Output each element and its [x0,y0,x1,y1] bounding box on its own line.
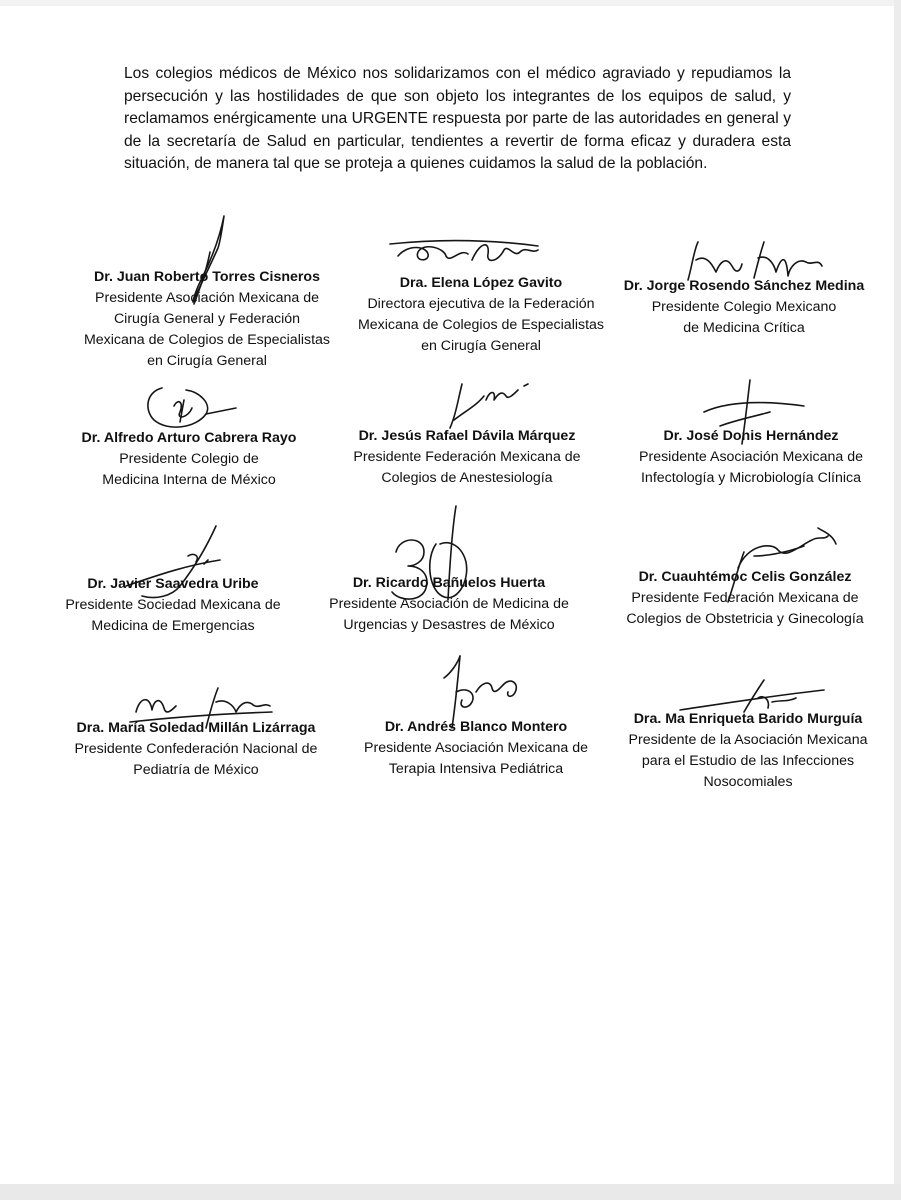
signatory-name: Dra. María Soledad Millán Lizárraga [76,720,316,736]
signatory-name: Dr. Juan Roberto Torres Cisneros [93,269,320,285]
signatory-role: Presidente Colegio de Medicina Interna de México [102,451,276,488]
signatory-name: Dr. Cuauhtémoc Celis González [638,569,852,585]
signatory-blanco [326,717,626,780]
signatory-celis [595,567,895,630]
signatory-banuelos [299,573,599,636]
signatory-name: Dr. Javier Saavedra Uribe [87,576,259,592]
signatory-role: Presidente Asociación Mexicana de Cirugía General y Federación Mexicana de Colegios de Especialistas en Cirugía General [83,290,331,369]
signatory-name: Dr. Jesús Rafael Dávila Márquez [358,428,576,444]
signatory-role: Presidente Confederación Nacional de Pediatría de México [74,741,318,778]
signatory-barido [598,709,898,793]
signatory-name: Dr. José Donis Hernández [663,428,839,444]
intro-paragraph: Los colegios médicos de México nos solidarizamos con el médico agraviado y repudiamos la persecución y las hostilidades de que son objeto los integrantes de los equipos de salud, y reclamamos enérgicamente una URGENTE respuesta por parte de las autoridades en general y de la secretaría de Salud en particular, tendientes a revertir de forma eficaz y duradera esta situación, de manera tal que se proteja a quienes cuidamos la salud de la población. [124,65,791,173]
page-edge-right [894,0,901,1200]
signatory-name: Dr. Ricardo Bañuelos Huerta [352,575,546,591]
signatory-saavedra [23,574,323,637]
signatory-name: Dr. Alfredo Arturo Cabrera Rayo [81,430,297,446]
signatory-donis [601,426,901,489]
signatory-role: Presidente Asociación Mexicana de Terapia Intensiva Pediátrica [364,740,588,777]
signatory-role: Presidente Asociación de Medicina de Urgencias y Desastres de México [329,596,569,633]
page-edge-bottom [0,1184,901,1200]
signatory-role: Presidente Sociedad Mexicana de Medicina de Emergencias [65,597,281,634]
signatory-role: Presidente de la Asociación Mexicana para el Estudio de las Infecciones Nosocomiales [628,732,868,790]
signatory-role: Presidente Federación Mexicana de Colegios de Anestesiología [353,449,581,486]
signatory-name: Dra. Ma Enriqueta Barido Murguía [633,711,863,727]
signatory-role: Presidente Asociación Mexicana de Infectología y Microbiología Clínica [639,449,863,486]
signatory-role: Directora ejecutiva de la Federación Mexicana de Colegios de Especialistas en Cirugía General [357,296,605,354]
signatory-davila [317,426,617,489]
signatory-name: Dr. Jorge Rosendo Sánchez Medina [623,278,865,294]
page-edge-top [0,0,901,6]
signature-scribble-lopez [388,234,548,274]
signatory-lopez [331,273,631,357]
signature-scribble-davila [444,376,534,432]
signatory-sanchez [594,276,894,339]
signatory-role: Presidente Federación Mexicana de Colegios de Obstetricia y Ginecología [626,590,864,627]
signatory-millan [46,718,346,781]
signatory-name: Dr. Andrés Blanco Montero [384,719,568,735]
signatory-name: Dra. Elena López Gavito [399,275,563,291]
signatory-torres [57,267,357,372]
signatory-cabrera [39,428,339,491]
signatory-role: Presidente Colegio Mexicano de Medicina Crítica [651,299,837,336]
